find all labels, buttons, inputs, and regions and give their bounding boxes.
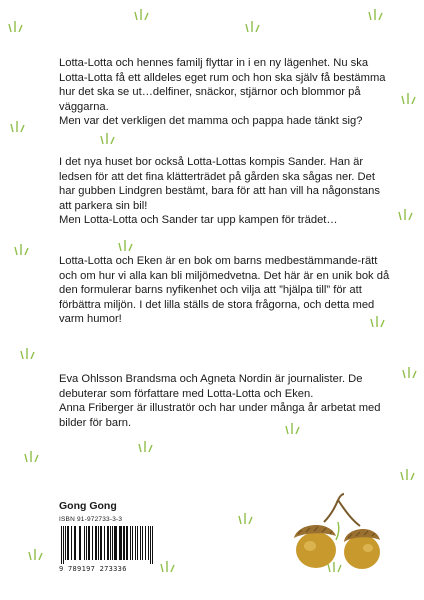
barcode-bar <box>107 526 109 560</box>
blurb-line: Eva Ohlsson Brandsma och Agneta Nordin är journalister. De debuterar som författare med Lotta-Lotta och Eken. <box>59 373 363 400</box>
publisher-name: Gong Gong <box>59 500 117 512</box>
barcode-bar <box>61 526 62 564</box>
grass-icon <box>398 208 414 220</box>
grass-icon <box>160 560 176 572</box>
barcode-bar <box>142 526 143 560</box>
barcode-bar <box>74 526 76 560</box>
barcode-bar <box>86 526 87 560</box>
barcode-bar <box>123 526 125 560</box>
barcode-bar <box>95 526 97 560</box>
barcode-bar <box>132 526 133 560</box>
grass-icon <box>400 468 416 480</box>
blurb-line: Lotta-Lotta och hennes familj flyttar in i en ny lägenhet. Nu ska Lotta-Lotta få ett alldeles eget rum och hon ska själv få bestämma hur det ska se ut…delfiner, snäckor, stjärnor och blommor på väggarna. <box>59 57 386 113</box>
blurb-paragraph-2 <box>59 155 391 228</box>
grass-icon <box>138 440 154 452</box>
barcode-bar <box>152 526 153 564</box>
grass-icon <box>368 8 384 20</box>
barcode-bar <box>92 526 93 560</box>
barcode-bar <box>137 526 138 560</box>
grass-icon <box>118 239 134 251</box>
barcode-bar <box>63 526 64 564</box>
barcode-bar <box>79 526 81 560</box>
barcode-bar <box>140 526 141 560</box>
grass-icon <box>401 92 417 104</box>
barcode-bar <box>100 526 102 560</box>
barcode-bar <box>98 526 99 560</box>
blurb-line: Men Lotta-Lotta och Sander tar upp kampen för trädet… <box>59 214 338 227</box>
barcode-bar <box>65 526 66 560</box>
grass-icon <box>24 450 40 462</box>
grass-icon <box>14 243 30 255</box>
grass-icon <box>245 20 261 32</box>
barcode-bar <box>71 526 72 560</box>
grass-icon <box>134 8 150 20</box>
grass-icon <box>20 347 36 359</box>
author-info <box>59 372 391 430</box>
blurb-line: Anna Friberger är illustratör och har under många år arbetat med bilder för barn. <box>59 402 381 429</box>
barcode-bar <box>148 526 149 560</box>
barcode-bar <box>119 526 122 560</box>
barcode <box>59 526 155 576</box>
grass-icon <box>8 20 24 32</box>
barcode-bar <box>67 526 69 560</box>
grass-icon <box>402 366 418 378</box>
grass-icon <box>100 132 116 144</box>
barcode-bar <box>130 526 131 560</box>
barcode-bars <box>59 526 155 564</box>
barcode-bar <box>112 526 113 560</box>
blurb-paragraph-3 <box>59 254 391 327</box>
barcode-bar <box>126 526 128 560</box>
barcode-digits: 9 789197 273336 <box>59 565 127 573</box>
blurb-paragraph-1 <box>59 56 391 129</box>
grass-icon <box>10 120 26 132</box>
barcode-bar <box>88 526 90 560</box>
barcode-bar <box>135 526 136 560</box>
blurb-line: Lotta-Lotta och Eken är en bok om barns medbestämmande-rätt och om hur vi alla kan bli miljömedvetna. Det här är en unik bok då den formulerar barns nyfikenhet och vilja att ”hjälpa till” för att förbättra miljön. I det lilla ställs de stora frågorna, och detta med varm humor! <box>59 255 390 326</box>
grass-icon <box>28 548 44 560</box>
barcode-bar <box>150 526 151 564</box>
barcode-bar <box>104 526 105 560</box>
grass-icon <box>238 512 254 524</box>
barcode-bar <box>110 526 111 560</box>
isbn-number: ISBN 91-972733-3-3 <box>59 516 123 523</box>
barcode-bar <box>114 526 117 560</box>
blurb-line: I det nya huset bor också Lotta-Lottas kompis Sander. Han är ledsen för att det fina klätterträdet på gården ska sågas ner. Det har gubben Lindgren bestämt, bara för att han vill ha någonstans att parkera sin bil! <box>59 156 380 212</box>
barcode-bar <box>84 526 85 560</box>
blurb-line: Men var det verkligen det mamma och pappa hade tänkt sig? <box>59 115 363 128</box>
barcode-bar <box>145 526 146 560</box>
acorn-icon <box>280 492 390 578</box>
